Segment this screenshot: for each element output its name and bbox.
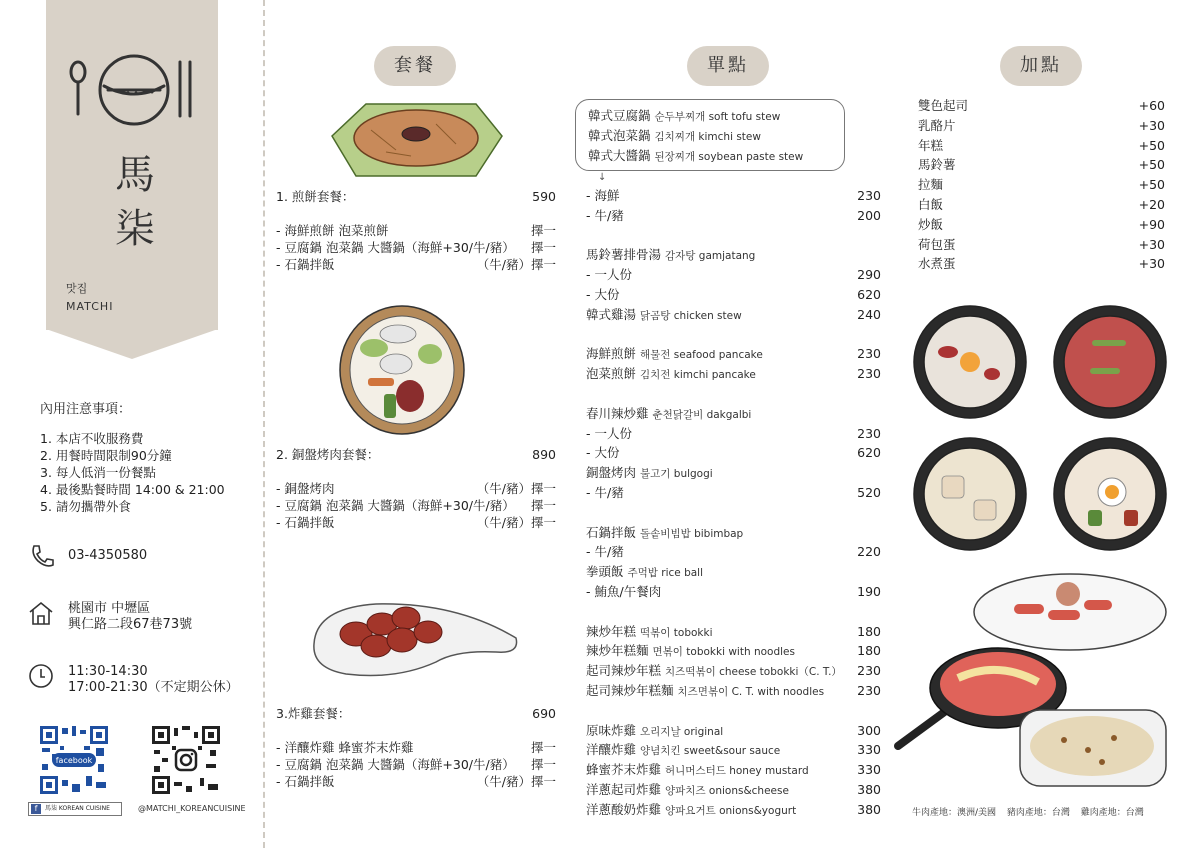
phone-number: 03-4350580	[68, 548, 148, 563]
option-text: - 海鮮煎餅 泡菜煎餅	[276, 223, 389, 238]
addon-price: +50	[1138, 137, 1165, 153]
menu-item	[586, 760, 881, 780]
menu-item-name-korean: 감자탕 gamjatang	[665, 250, 756, 263]
menu-item-name: - 一人份	[586, 267, 632, 283]
menu-item	[586, 463, 881, 483]
menu-item-price: 230	[857, 425, 881, 441]
set-meal-option	[276, 514, 556, 531]
stew-bowls-illustration	[912, 304, 1170, 554]
option-text: - 銅盤烤肉	[276, 481, 335, 496]
addon-price: +50	[1138, 157, 1165, 173]
menu-item-price: 330	[857, 762, 881, 778]
menu-item	[586, 245, 881, 265]
menu-item-price: 230	[857, 346, 881, 362]
set-meal-option	[276, 222, 556, 239]
menu-item	[586, 562, 881, 582]
menu-item-price: 620	[857, 445, 881, 461]
menu-item-price: 330	[857, 742, 881, 758]
meat-origin-note: 牛肉產地：澳洲/美國 豬肉產地：台灣 雞肉產地：台灣	[912, 808, 1144, 818]
menu-item-price: 380	[857, 781, 881, 797]
option-text: - 石鍋拌飯	[276, 515, 335, 530]
option-text: - 石鍋拌飯	[276, 774, 335, 789]
menu-item-price: 230	[857, 663, 881, 679]
set-meal-price: 590	[532, 189, 556, 204]
addon-name: 水煮蛋	[918, 256, 956, 272]
addon-list	[918, 96, 1165, 274]
set-meal-name: 1. 煎餅套餐：	[276, 189, 355, 204]
tteokbokki-illustration	[888, 570, 1170, 798]
spacer	[586, 384, 881, 404]
menu-item	[586, 780, 881, 800]
menu-item-name-korean: 해물전 seafood pancake	[640, 349, 763, 362]
menu-item-name-korean: 치즈면볶이 C. T. with noodles	[677, 685, 825, 698]
notes-item: 5. 請勿攜帶外食	[40, 499, 131, 514]
addon-price: +30	[1138, 236, 1165, 252]
menu-item-price: 230	[857, 188, 881, 203]
hours-line-1: 11:30-14:30	[68, 664, 148, 679]
menu-item-name: - 鮪魚/午餐肉	[586, 583, 662, 599]
spacer	[586, 226, 881, 246]
menu-item-name: 泡菜煎餅	[586, 366, 637, 382]
addon-item	[918, 155, 1165, 175]
menu-item-price: 380	[857, 801, 881, 817]
menu-item-name-korean: 치즈떡볶이 cheese tobokki（C. T.）	[665, 666, 842, 679]
brand-name: 馬柒	[115, 152, 155, 252]
menu-item	[586, 186, 881, 206]
hours-line-2: 17:00-21:30（不定期公休）	[68, 680, 239, 695]
menu-item-name-korean: 떡볶이 tobokki	[640, 626, 713, 639]
menu-item-name: 辣炒年糕麵	[586, 643, 649, 659]
option-text: - 豆腐鍋 泡菜鍋 大醬鍋（海鮮+30/牛/豬）	[276, 498, 515, 513]
menu-item	[586, 424, 881, 444]
menu-item-name-korean: 면볶이 tobokki with noodles	[652, 646, 795, 659]
option-choice: （牛/豬）擇一	[476, 774, 556, 789]
menu-item-name-korean: 춘천닭갈비 dakgalbi	[652, 408, 752, 421]
menu-item-name: 海鮮煎餅	[586, 346, 637, 362]
menu-item-price: 190	[857, 583, 881, 599]
section-addons: 加點	[1000, 46, 1082, 86]
addon-price: +90	[1138, 216, 1165, 232]
facebook-qr-label: facebook	[55, 756, 93, 765]
set-meal-price: 890	[532, 447, 556, 462]
addon-price: +50	[1138, 177, 1165, 193]
set-meal-option	[276, 480, 556, 497]
set-meal-header	[276, 188, 556, 205]
menu-item-name: 原味炸雞	[586, 722, 637, 738]
menu-item	[586, 641, 881, 661]
set-meal-header	[276, 446, 556, 463]
addon-name: 雙色起司	[918, 98, 969, 113]
clock-icon	[28, 663, 54, 689]
fried-chicken-illustration	[306, 588, 522, 684]
instagram-icon	[176, 750, 196, 770]
stew-name: 韓式泡菜鍋	[588, 128, 651, 143]
option-text: - 豆腐鍋 泡菜鍋 大醬鍋（海鮮+30/牛/豬）	[276, 757, 515, 772]
menu-item	[586, 582, 881, 602]
menu-item-name-korean: 닭곰탕 chicken stew	[640, 309, 742, 322]
menu-item	[586, 681, 881, 701]
menu-item-name: - 牛/豬	[586, 484, 624, 500]
menu-item-name: 起司辣炒年糕	[586, 663, 662, 679]
menu-item	[586, 622, 881, 642]
spacer	[586, 325, 881, 345]
stew-item	[588, 146, 844, 166]
a-la-carte-list	[586, 186, 881, 820]
pancake-illustration	[326, 100, 506, 180]
stew-name: 韓式大醬鍋	[588, 148, 651, 163]
menu-item-name-korean: 돌솥비빔밥 bibimbap	[640, 527, 744, 540]
addon-price: +20	[1138, 196, 1165, 212]
menu-item-name: 洋釀炸雞	[586, 742, 637, 758]
menu-item-name: - 大份	[586, 286, 620, 302]
set-meal-option	[276, 739, 556, 756]
option-choice: 擇一	[530, 740, 556, 755]
menu-item-price: 620	[857, 286, 881, 302]
addon-price: +30	[1138, 256, 1165, 272]
menu-item-name: 石鍋拌飯	[586, 524, 637, 540]
set-meal-3	[276, 705, 556, 790]
notes-list	[40, 430, 225, 515]
menu-item	[586, 404, 881, 424]
menu-item-name-korean: 허니머스터드 honey mustard	[665, 765, 809, 778]
menu-item-name: 韓式雞湯	[586, 306, 637, 322]
menu-item-name: 馬鈴薯排骨湯	[586, 247, 662, 263]
instagram-handle: @MATCHI_KOREANCUISINE	[138, 804, 246, 813]
facebook-name: 馬柒 KOREAN CUISINE	[45, 805, 110, 812]
bibimbap-illustration	[338, 304, 466, 436]
spacer	[586, 602, 881, 622]
addon-price: +30	[1138, 117, 1165, 133]
brand-banner-tip	[46, 329, 218, 359]
column-divider	[263, 0, 265, 848]
utensils-bowl-logo-icon	[64, 40, 204, 140]
addon-name: 年糕	[918, 137, 944, 153]
facebook-qr-code[interactable]	[38, 724, 110, 796]
addon-name: 荷包蛋	[918, 236, 956, 252]
addon-item	[918, 136, 1165, 156]
menu-item	[586, 265, 881, 285]
stew-options-box	[575, 99, 845, 171]
facebook-icon: f	[31, 804, 41, 814]
menu-item	[586, 443, 881, 463]
menu-item	[586, 344, 881, 364]
menu-item-name-korean: 양파요거트 onions&yogurt	[665, 804, 797, 817]
menu-item-price: 230	[857, 366, 881, 382]
option-choice: 擇一	[530, 757, 556, 772]
down-arrow-icon: ↓	[598, 172, 607, 183]
section-set-meals: 套餐	[374, 46, 456, 86]
addon-item	[918, 96, 1165, 116]
set-meal-option	[276, 256, 556, 273]
menu-item-price: 520	[857, 484, 881, 500]
menu-item-name: 辣炒年糕	[586, 623, 637, 639]
menu-item-name: 起司辣炒年糕麵	[586, 682, 674, 698]
set-meal-name: 3.炸雞套餐：	[276, 706, 351, 721]
menu-item-price: 290	[857, 267, 881, 283]
menu-item-price: 180	[857, 623, 881, 639]
menu-item	[586, 285, 881, 305]
menu-item-name: 春川辣炒雞	[586, 405, 649, 421]
menu-item	[586, 523, 881, 543]
addon-item	[918, 235, 1165, 255]
notes-title: 內用注意事項：	[40, 402, 132, 417]
addon-item	[918, 215, 1165, 235]
set-meal-2	[276, 446, 556, 531]
brand-sub-latin: MATCHI	[66, 300, 114, 313]
addon-name: 拉麵	[918, 177, 944, 193]
set-meal-name: 2. 銅盤烤肉套餐：	[276, 447, 380, 462]
menu-item-name-korean: 양파치즈 onions&cheese	[665, 784, 789, 797]
menu-item-name-korean: 김치전 kimchi pancake	[640, 369, 756, 382]
menu-item-price: 220	[857, 544, 881, 560]
stew-name-korean: 된장찌개 soybean paste stew	[654, 151, 804, 163]
menu-item-name-korean: 주먹밥 rice ball	[627, 567, 704, 580]
menu-item-price: 300	[857, 722, 881, 738]
option-choice: 擇一	[530, 240, 556, 255]
set-meal-1	[276, 188, 556, 273]
addon-item	[918, 116, 1165, 136]
option-choice: （牛/豬）擇一	[476, 257, 556, 272]
menu-item-name: - 大份	[586, 445, 620, 461]
menu-item-name-korean: 양념치킨 sweet&sour sauce	[640, 745, 781, 758]
menu-item	[586, 740, 881, 760]
option-choice: （牛/豬）擇一	[476, 515, 556, 530]
spacer	[586, 503, 881, 523]
stew-name: 韓式豆腐鍋	[588, 108, 651, 123]
menu-item-price: 180	[857, 643, 881, 659]
menu-item-name: 拳頭飯	[586, 564, 624, 580]
set-meal-option	[276, 773, 556, 790]
menu-item-price: 230	[857, 682, 881, 698]
home-icon	[28, 600, 54, 626]
address-line-2: 興仁路二段67巷73號	[68, 617, 193, 632]
menu-item-price: 240	[857, 306, 881, 322]
set-meal-option	[276, 239, 556, 256]
stew-item	[588, 106, 844, 126]
option-text: - 豆腐鍋 泡菜鍋 大醬鍋（海鮮+30/牛/豬）	[276, 240, 515, 255]
stew-item	[588, 126, 844, 146]
address-line-1: 桃園市 中壢區	[68, 601, 151, 616]
option-choice: 擇一	[530, 223, 556, 238]
menu-item	[586, 721, 881, 741]
menu-item	[586, 800, 881, 820]
menu-item-name: 銅盤烤肉	[586, 465, 637, 481]
addon-name: 乳酪片	[918, 117, 956, 133]
menu-item	[586, 305, 881, 325]
menu-item-price: 200	[857, 207, 881, 223]
menu-item-name: - 牛/豬	[586, 207, 624, 223]
stew-name-korean: 김치찌개 kimchi stew	[654, 131, 761, 143]
section-a-la-carte: 單點	[687, 46, 769, 86]
menu-item	[586, 661, 881, 681]
addon-name: 白飯	[918, 196, 944, 212]
brand-sub-korean: 맛집	[66, 282, 88, 295]
menu-item	[586, 364, 881, 384]
addon-item	[918, 195, 1165, 215]
addon-item	[918, 254, 1165, 274]
option-choice: （牛/豬）擇一	[476, 481, 556, 496]
stew-name-korean: 순두부찌개 soft tofu stew	[654, 111, 781, 123]
spacer	[586, 701, 881, 721]
notes-item: 3. 每人低消一份餐點	[40, 465, 156, 480]
instagram-qr-code[interactable]	[150, 724, 222, 796]
addon-price: +60	[1138, 98, 1165, 113]
menu-item	[586, 483, 881, 503]
set-meal-option	[276, 756, 556, 773]
option-text: - 石鍋拌飯	[276, 257, 335, 272]
notes-item: 2. 用餐時間限制90分鐘	[40, 448, 172, 463]
option-text: - 洋釀炸雞 蜂蜜芥末炸雞	[276, 740, 414, 755]
menu-item	[586, 206, 881, 226]
set-meal-price: 690	[532, 706, 556, 721]
menu-item-name: - 牛/豬	[586, 544, 624, 560]
menu-item-name: 洋蔥起司炸雞	[586, 781, 662, 797]
addon-name: 炒飯	[918, 216, 944, 232]
menu-item-name: - 海鮮	[586, 188, 620, 203]
addon-name: 馬鈴薯	[918, 157, 956, 173]
set-meal-header	[276, 705, 556, 722]
phone-icon	[28, 542, 56, 570]
menu-item-name: 洋蔥酸奶炸雞	[586, 801, 662, 817]
addon-item	[918, 175, 1165, 195]
menu-item-name: 蜂蜜芥末炸雞	[586, 762, 662, 778]
menu-item-name-korean: 오리지날 original	[640, 725, 724, 738]
menu-item	[586, 542, 881, 562]
option-choice: 擇一	[530, 498, 556, 513]
menu-item-name-korean: 불고기 bulgogi	[640, 468, 713, 481]
notes-item: 4. 最後點餐時間 14:00 & 21:00	[40, 482, 225, 497]
notes-item: 1. 本店不收服務費	[40, 431, 144, 446]
set-meal-option	[276, 497, 556, 514]
menu-item-name: - 一人份	[586, 425, 632, 441]
facebook-link[interactable]	[28, 802, 122, 816]
